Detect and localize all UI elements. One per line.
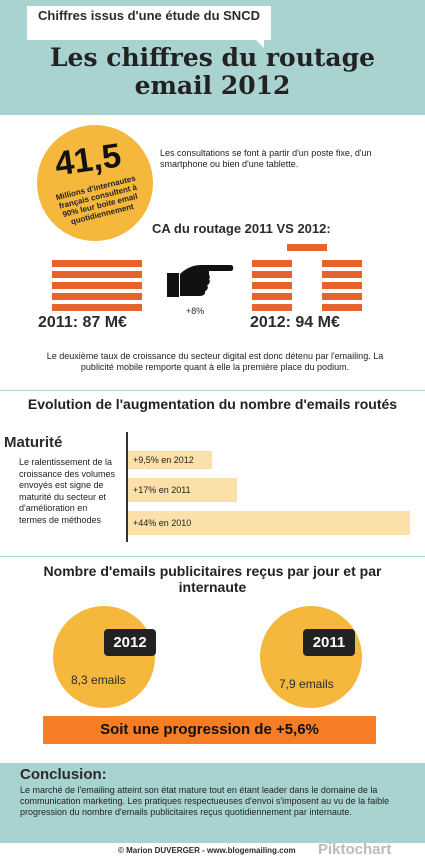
evolution-bar-2010: +44% en 2010 [128,511,410,535]
evolution-bar-2011: +17% en 2011 [128,478,237,502]
bar-2012-4b [322,293,362,300]
progression-banner: Soit une progression de +5,6% [43,716,376,744]
bar-2011-1 [52,260,142,267]
bar-2011-3 [52,282,142,289]
stat-number: 41,5 [52,136,124,184]
bar-2012-3a [252,282,292,289]
bar-2012-3b [322,282,362,289]
bar-2012-2b [322,271,362,278]
label-2012: 2012: 94 M€ [250,314,340,331]
title-line-2: email 2012 [134,71,291,100]
value-2012: 8,3 emails [71,673,126,687]
bar-2012-top [287,244,327,251]
stat-caption: Millions d'internautes français consultent à 90% leur boite email quotidiennement [54,173,139,227]
bar-2012-5a [252,304,292,311]
evolution-bar-2012: +9,5% en 2012 [128,451,212,469]
label-2011: 2011: 87 M€ [38,314,127,331]
value-2011: 7,9 emails [279,677,334,691]
evolution-description: Le ralentissement de la croissance des volumes envoyés est signe de maturité du secteur et d'amélioration en termes de méthodes [19,457,116,525]
bar-2012-1b [322,260,362,267]
badge-2012: 2012 [104,629,156,656]
bar-2012-4a [252,293,292,300]
divider-2 [0,556,425,557]
bar-2011-2 [52,271,142,278]
ca-title: CA du routage 2011 VS 2012: [152,221,331,236]
bar-2011-5 [52,304,142,311]
badge-2011: 2011 [303,629,355,656]
footer-credit: © Marion DUVERGER - www.blogemailing.com [118,846,296,855]
page-title [20,44,405,100]
source-bubble: Chiffres issus d'une étude du SNCD [27,6,271,40]
bar-2012-1a [252,260,292,267]
evolution-title: Evolution de l'augmentation du nombre d'emails routés [27,396,398,412]
circle-2012 [53,606,155,708]
emails-title: Nombre d'emails publicitaires reçus par jour et par internaute [43,563,382,595]
footer-brand: Piktochart [318,841,392,858]
title-line-1: Les chiffres du routage [49,43,376,72]
conclusion-title: Conclusion: [20,766,107,783]
conclusion-text: Le marché de l'emailing atteint son état mature tout en étant leader dans le domaine de la communication marketing. Les pratiques respectueuses d'envoi s'imposent au vu de la faible progression du nombre d'emails publicitaires reçus quotidiennement par internaute. [20,785,390,817]
growth-label: +8% [186,306,205,316]
bar-2012-2a [252,271,292,278]
consult-text: Les consultations se font à partir d'un poste fixe, d'un smartphone ou bien d'une tablette. [160,148,372,169]
circle-2011 [260,606,362,708]
pointing-hand-icon [165,261,235,306]
bar-2012-5b [322,304,362,311]
digital-text: Le deuxième taux de croissance du secteur digital est donc détenu par l'emailing. La publicité mobile remporte quant à elle la première place du podium. [46,351,384,372]
bar-2011-4 [52,293,142,300]
evolution-subtitle: Maturité [4,434,63,451]
divider-1 [0,390,425,391]
